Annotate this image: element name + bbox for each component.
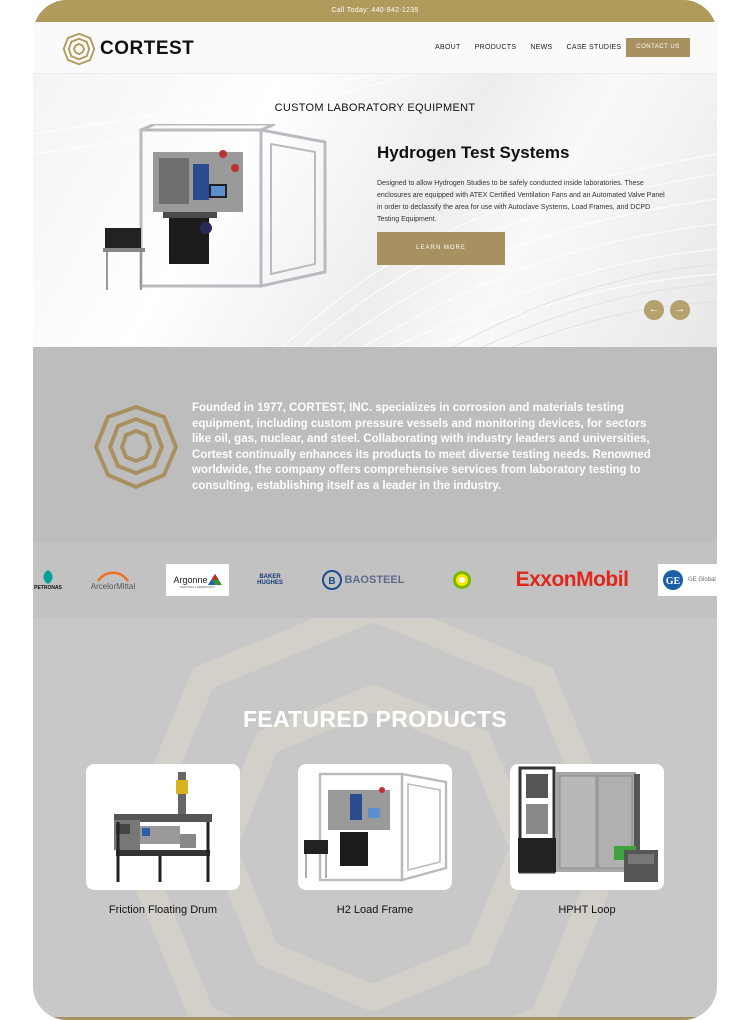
nav-news[interactable]: NEWS: [530, 44, 553, 51]
ge-monogram-icon: [662, 569, 684, 591]
arrow-left-icon: ←: [648, 303, 660, 315]
about-section: [33, 347, 717, 542]
contact-us-button[interactable]: CONTACT US: [626, 38, 690, 57]
product-card-friction-floating-drum[interactable]: [86, 764, 240, 890]
logo-text: CORTEST: [100, 38, 195, 59]
product-label[interactable]: Friction Floating Drum: [108, 904, 218, 916]
featured-products-section: [33, 618, 717, 1020]
h2-load-frame-image: [298, 764, 452, 890]
svg-text:B: B: [327, 576, 336, 587]
hero-slider: [33, 74, 717, 347]
svg-text:GE: GE: [665, 576, 681, 587]
site-header: [33, 22, 717, 74]
hero-eyebrow: CUSTOM LABORATORY EQUIPMENT: [274, 102, 476, 114]
client-petronas: PETRONAS: [33, 564, 65, 596]
product-label[interactable]: HPHT Loop: [558, 904, 616, 916]
arrow-right-icon: →: [674, 303, 686, 315]
featured-title: FEATURED PRODUCTS: [242, 706, 508, 732]
product-label[interactable]: H2 Load Frame: [336, 904, 414, 916]
argonne-icon: [208, 574, 222, 585]
nav-about[interactable]: ABOUT: [435, 44, 461, 51]
phone-link[interactable]: Call Today: 440-942-1235: [331, 7, 419, 14]
client-logo-strip: [33, 542, 717, 618]
baosteel-icon: [322, 570, 342, 590]
slider-next-button[interactable]: [670, 300, 690, 320]
client-bp: [449, 564, 475, 596]
hero-description: Designed to allow Hydrogen Studies to be safely conducted inside laboratories. These enclosures are equipped with ATEX Certified Ventilation Fans and an Automated Valve Panel in order to declassify the area for use with Autoclave Systems, Load Frames, and DCPD Testing Equipment.: [377, 180, 665, 223]
hydrogen-enclosure-image: [103, 124, 333, 296]
cortest-logo-icon: [62, 32, 96, 66]
arcelormittal-icon: [96, 570, 130, 582]
cortest-emblem-icon: [92, 403, 180, 491]
client-baosteel: B BAOSTEEL: [317, 564, 409, 596]
hpht-loop-image: [510, 764, 664, 890]
learn-more-button[interactable]: LEARN MORE: [377, 232, 505, 265]
main-nav: [435, 42, 635, 54]
friction-floating-drum-image: [86, 764, 240, 890]
page-frame: [33, 0, 717, 1020]
product-card-h2-load-frame[interactable]: [298, 764, 452, 890]
nav-products[interactable]: PRODUCTS: [474, 44, 517, 51]
nav-case-studies[interactable]: CASE STUDIES: [566, 44, 622, 51]
client-baker-hughes: BAKER HUGHES: [257, 574, 283, 586]
top-bar: [33, 0, 717, 22]
client-ge: GE GE Global: [658, 564, 717, 596]
about-text: Founded in 1977, CORTEST, INC. specializes in corrosion and materials testing equipment, including custom pressure vessels and monitoring devices, for sectors like oil, gas, nuclear, and steel. Collaborating with industry leaders and universities, Cortest continually enhances its products to meet diverse testing needs. Renowned worldwide, the company offers comprehensive services from laboratory testing to consulting, establishing itself as a leader in the industry.: [192, 402, 651, 492]
client-exxonmobil: ExxonMobil: [515, 568, 629, 591]
bp-helios-icon: [452, 570, 472, 590]
petronas-icon: [39, 569, 57, 585]
client-argonne: Argonne NATIONAL LABORATORY: [166, 564, 229, 596]
hero-title: Hydrogen Test Systems: [377, 143, 570, 162]
site-logo[interactable]: [62, 32, 194, 66]
product-card-hpht-loop[interactable]: [510, 764, 664, 890]
slider-prev-button[interactable]: [644, 300, 664, 320]
client-arcelormittal: ArcelorMittal: [83, 564, 143, 596]
